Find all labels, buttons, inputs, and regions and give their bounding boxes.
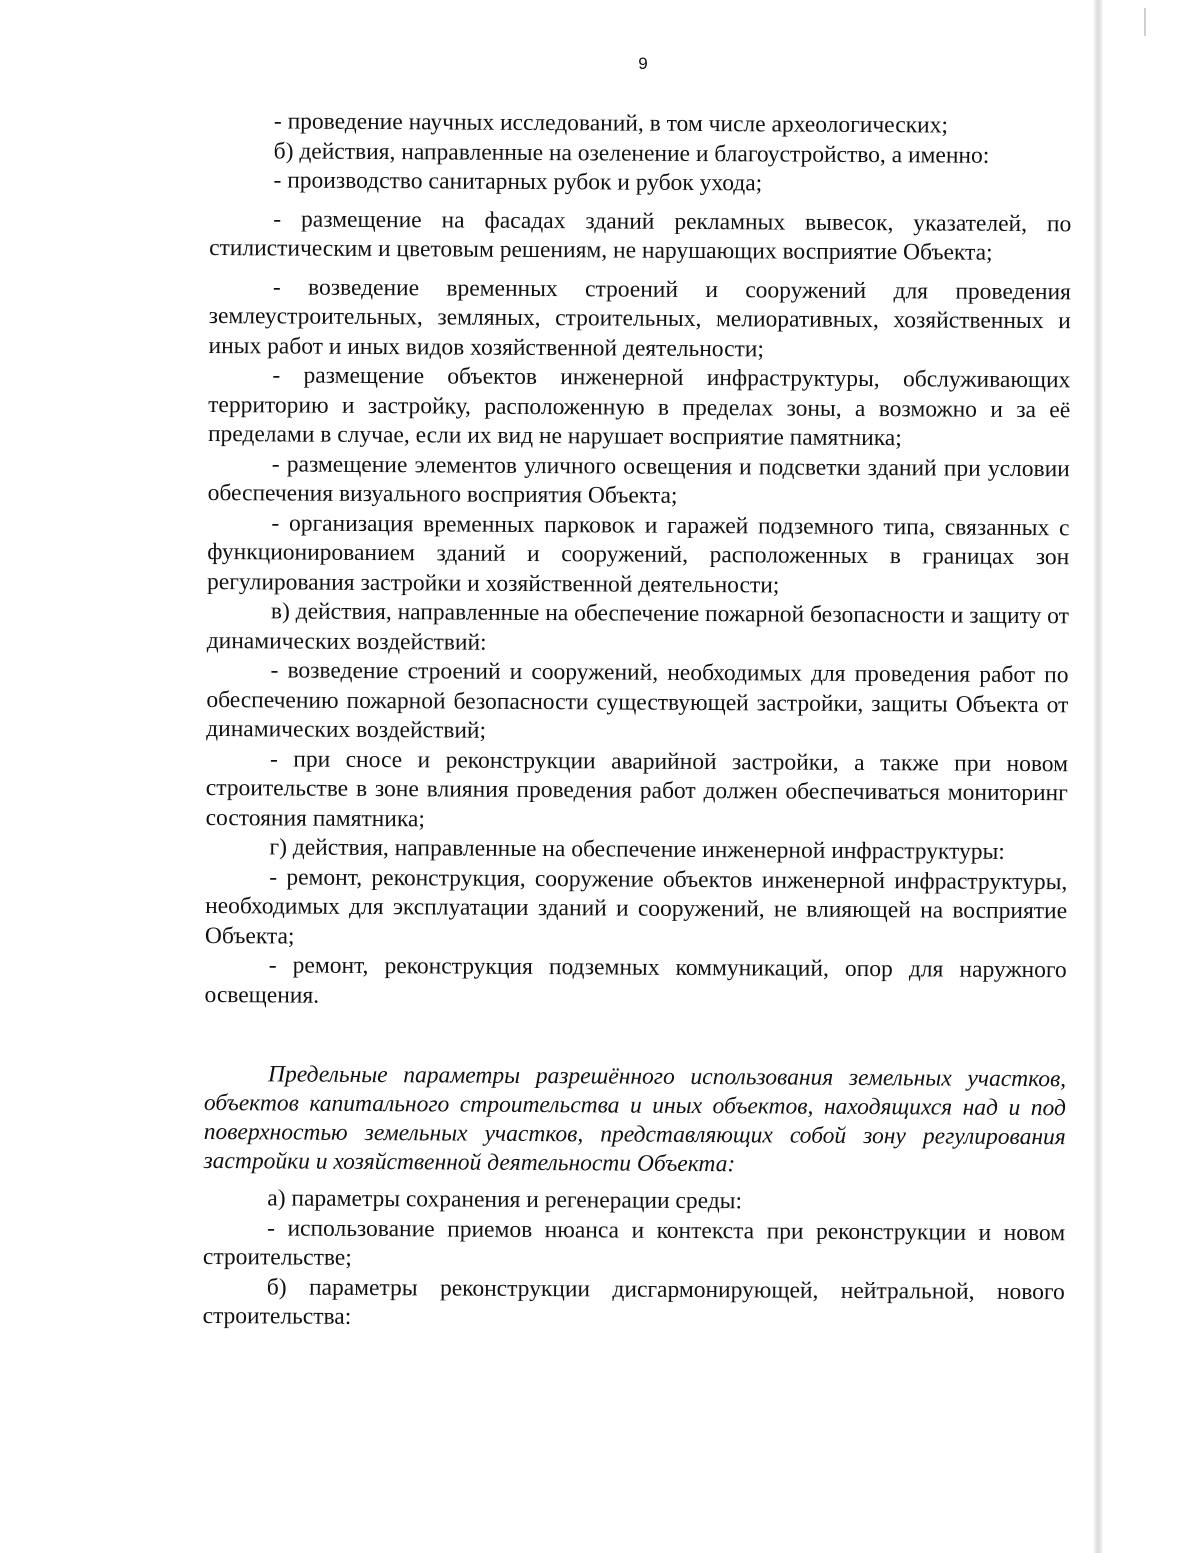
- section-heading: Предельные параметры разрешённого использования земельных участков, объектов капитального строительства и иных объектов, находящихся над и под поверхностью земельных участков, представляющих собой зону регулирования застройки и хозяйственной деятельности Объекта:: [203, 1061, 1067, 1178]
- paragraph: - проведение научных исследований, в том числе археологических;: [273, 108, 949, 139]
- paragraph: - возведение временных строений и сооружений для проведения землеустроительных, земляных, строительных, мелиоративных, хозяйственных и иных работ и иных видов хозяйственной деятельности;: [208, 273, 1071, 362]
- paragraph: - размещение на фасадах зданий рекламных вывесок, указателей, по стилистическим и цветовым решениям, не нарушающих восприятие Объекта;: [209, 205, 1072, 266]
- paragraph: - размещение объектов инженерной инфраструктуры, обслуживающих территорию и застройку, расположенную в пределах зоны, а возможно и за её пределами в случае, если их вид не нарушает восприятие памятника;: [207, 362, 1071, 452]
- paragraph: - ремонт, реконструкция подземных коммуникаций, опор для наружного освещения.: [204, 952, 1067, 1009]
- paragraph: - производство санитарных рубок и рубок ухода;: [273, 167, 763, 197]
- paragraph: г) действия, направленные на обеспечение инженерной инфраструктуры:: [269, 834, 1005, 865]
- scan-edge-shadow: [1094, 0, 1103, 1553]
- paragraph: - использование приемов нюанса и контекста при реконструкции и новом строительстве;: [202, 1214, 1066, 1271]
- paragraph: б) параметры реконструкции дисгармонирующей, нейтральной, нового строительства:: [202, 1273, 1065, 1330]
- paragraph: б) действия, направленные на озеленение и благоустройство, а именно:: [273, 137, 990, 169]
- paragraph: в) действия, направленные на обеспечение пожарной безопасности и защиту от динамических воздействий:: [206, 598, 1070, 656]
- paragraph: - при сносе и реконструкции аварийной застройки, а также при новом строительстве в зоне влияния проведения работ должен обеспечиваться мониторинг состояния памятника;: [205, 745, 1069, 832]
- document-body: [203, 107, 1072, 1337]
- paragraph: а) параметры сохранения и регенерации среды:: [267, 1185, 743, 1215]
- paragraph: - организация временных парковок и гаражей подземного типа, связанных с функционированием зданий и сооружений, расположенных в границах зон регулирования застройки и хозяйственной деятельности;: [207, 509, 1070, 598]
- paragraph: - возведение строений и сооружений, необходимых для проведения работ по обеспечению пожарной безопасности существующей застройки, защиты Объекта от динамических воздействий;: [206, 657, 1069, 744]
- scan-corner-mark: [1144, 8, 1146, 36]
- paragraph: - ремонт, реконструкция, сооружение объектов инженерной инфраструктуры, необходимых для эксплуатации зданий и сооружений, не влияющей на восприятие Объекта;: [204, 863, 1068, 950]
- paragraph: - размещение элементов уличного освещения и подсветки зданий при условии обеспечения визуального восприятия Объекта;: [207, 450, 1070, 509]
- page-number: 9: [638, 54, 648, 73]
